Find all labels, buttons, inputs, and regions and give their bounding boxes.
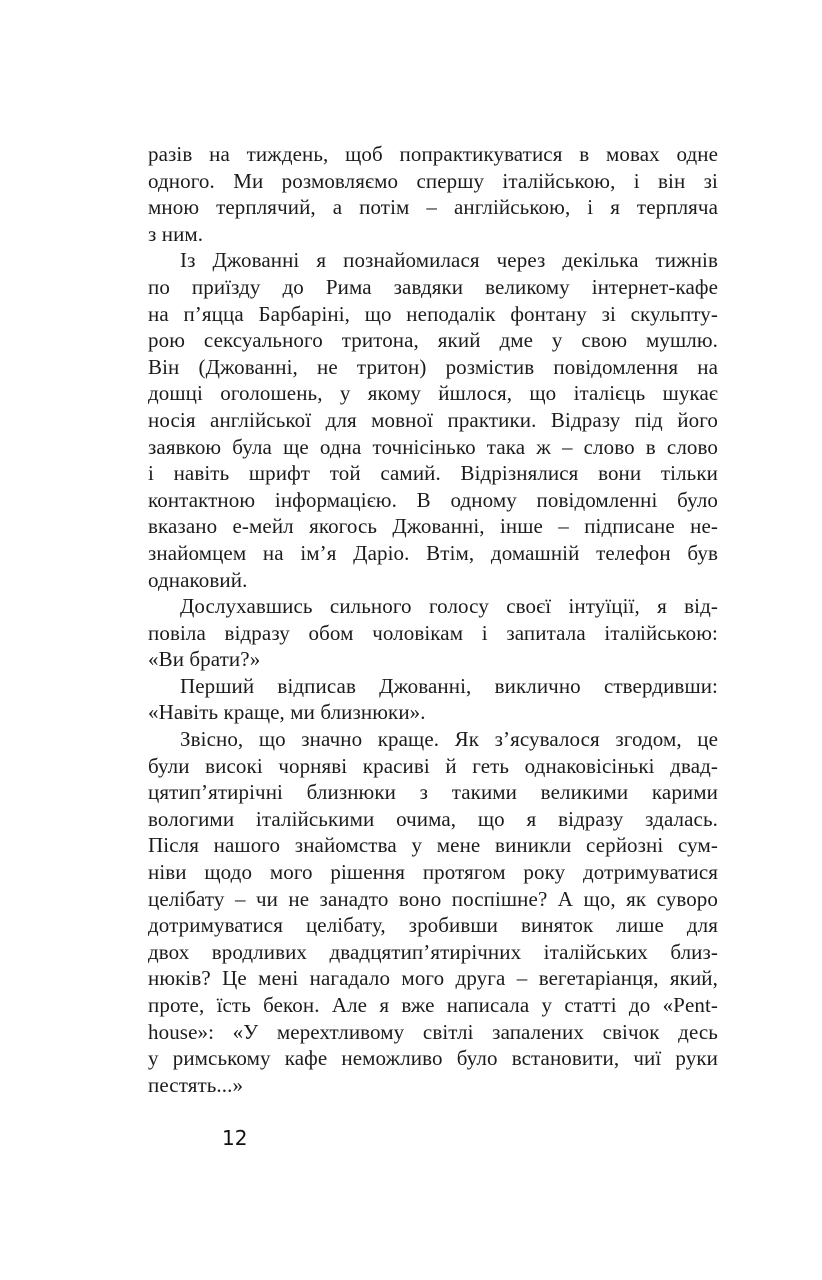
text-line: вологими італійськими очима, що я відразу здалась. (148, 806, 718, 831)
text-line: мною терплячий, а потім – англійською, і я терпляча (148, 195, 718, 220)
paragraph (148, 141, 718, 247)
text-block (148, 141, 718, 1098)
text-line: Після нашого знайомства у мене виникли серйозні сум- (148, 833, 718, 858)
paragraph (148, 593, 718, 673)
text-line: целібату – чи не занадто воно поспішне? А що, як суворо (148, 886, 718, 911)
text-line: на п’яцца Барбаріні, що неподалік фонтану зі скульпту- (148, 301, 718, 326)
text-line: «Ви брати?» (148, 647, 261, 672)
text-line: знайомцем на ім’я Даріо. Втім, домашній телефон був (148, 540, 718, 565)
text-line: двох вродливих двадцятип’ятирічних італійських близ- (148, 939, 718, 964)
text-line: Він (Джованні, не тритон) розмістив повідомлення на (148, 354, 718, 379)
text-line: нюків? Це мені нагадало мого друга – вегетаріанця, який, (148, 966, 718, 991)
text-line: house»: «У мерехтливому світлі запалених свічок десь (148, 1019, 718, 1044)
text-line: контактною інформацією. В одному повідомленні було (148, 487, 718, 512)
text-line: разів на тиждень, щоб попрактикуватися в мовах одне (148, 142, 718, 166)
text-line: рою сексуального тритона, який дме у свою мушлю. (148, 328, 718, 353)
text-line: дошці оголошень, у якому йшлося, що італієць шукає (148, 381, 718, 406)
text-line: носія англійської для мовної практики. Відразу під його (148, 407, 718, 432)
text-line: цятип’ятирічні близнюки з такими великими карими (148, 780, 718, 805)
text-line: проте, їсть бекон. Але я вже написала у статті до «Pent- (148, 993, 718, 1017)
text-line: вказано е-мейл якогось Джованні, інше – підписане не- (148, 514, 718, 539)
text-line: у римському кафе неможливо було встановити, чиї руки (148, 1046, 718, 1071)
paragraph (148, 247, 718, 593)
text-line: були високі чорняві красиві й геть однаковісінькі двад- (148, 753, 718, 778)
paragraph (148, 726, 718, 1098)
text-line: заявкою була ще одна точнісінько така ж – слово в слово (148, 434, 718, 459)
text-line: Перший відписав Джованні, виклично ствердивши: (180, 673, 718, 698)
text-line: одного. Ми розмовляємо спершу італійською, і він зі (148, 168, 718, 193)
text-line: «Навіть краще, ми близнюки». (148, 700, 426, 725)
text-line: ніви щодо мого рішення протягом року дотримуватися (148, 860, 718, 885)
text-line: Із Джованні я познайомилася через декілька тижнів (180, 248, 718, 273)
text-line: дотримуватися целібату, зробивши виняток лише для (148, 913, 718, 938)
text-line: з ним. (148, 221, 204, 246)
text-line: Звісно, що значно краще. Як з’ясувалося згодом, це (180, 727, 718, 752)
text-line: і навіть шрифт той самий. Відрізнялися вони тільки (148, 461, 718, 486)
text-line: повіла відразу обом чоловікам і запитала італійською: (148, 620, 718, 645)
text-line: однаковий. (148, 567, 248, 592)
text-line: Дослухавшись сильного голосу своєї інтуїції, я від- (180, 594, 718, 619)
paragraph (148, 673, 718, 726)
text-line: по приїзду до Рима завдяки великому інтернет-кафе (148, 274, 718, 299)
text-line: пестять...» (148, 1072, 244, 1097)
page-number: 12 (222, 1126, 248, 1150)
